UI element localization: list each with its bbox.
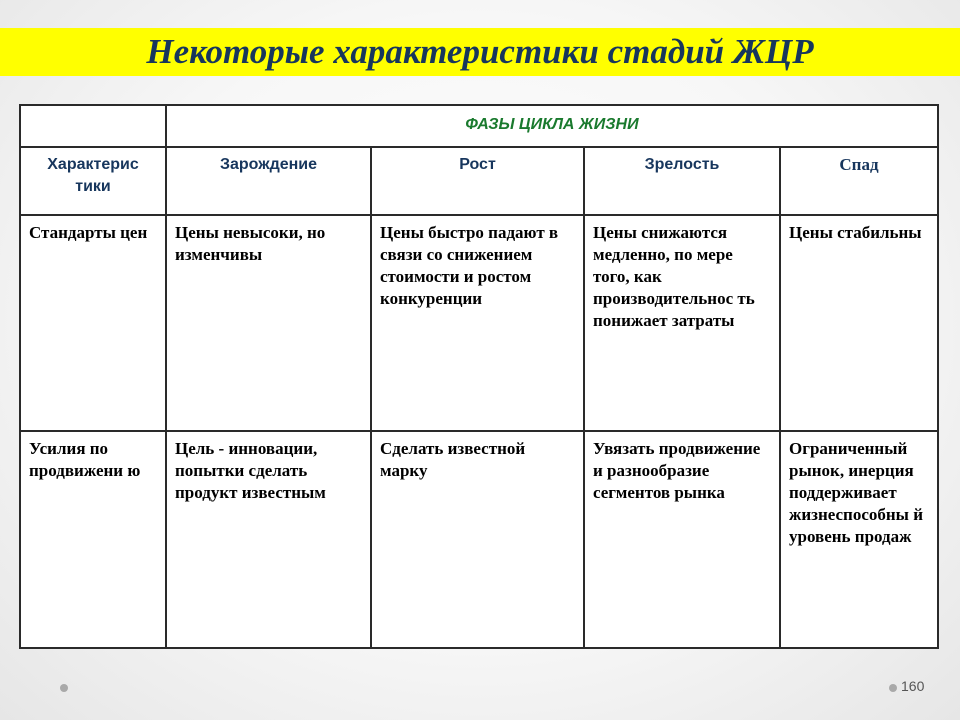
phase-growth-header: Рост <box>371 147 584 215</box>
table-row <box>20 431 938 648</box>
table-cell: Цены снижаются медленно, по мере того, как производительнос ть понижает затраты <box>584 215 780 431</box>
table-cell: Ограниченный рынок, инерция поддерживает жизнеспособны й уровень продаж <box>780 431 938 648</box>
table-cell: Цены невысоки, но изменчивы <box>166 215 371 431</box>
empty-corner-cell <box>20 105 166 147</box>
table-cell: Цель - инновации, попытки сделать продукт известным <box>166 431 371 648</box>
characteristics-header: Характерис тики <box>20 147 166 215</box>
page-number: 160 <box>901 678 925 694</box>
table-cell: Цены быстро падают в связи со снижением стоимости и ростом конкуренции <box>371 215 584 431</box>
phase-birth-header: Зарождение <box>166 147 371 215</box>
phase-header: ФАЗЫ ЦИКЛА ЖИЗНИ <box>166 105 938 147</box>
phase-decline-header: Спад <box>780 147 938 215</box>
column-header-row <box>20 147 938 215</box>
row-label: Стандарты цен <box>20 215 166 431</box>
slide-title: Некоторые характеристики стадий ЖЦР <box>146 32 814 71</box>
phase-header-row <box>20 105 938 147</box>
left-bullet-dot <box>60 684 68 692</box>
life-cycle-table <box>19 104 939 649</box>
table-cell: Увязать продвижение и разнообразие сегментов рынка <box>584 431 780 648</box>
right-bullet-dot <box>889 684 897 692</box>
table-cell: Цены стабильны <box>780 215 938 431</box>
row-label: Усилия по продвижени ю <box>20 431 166 648</box>
table-cell: Сделать известной марку <box>371 431 584 648</box>
phase-maturity-header: Зрелость <box>584 147 780 215</box>
table-row <box>20 215 938 431</box>
